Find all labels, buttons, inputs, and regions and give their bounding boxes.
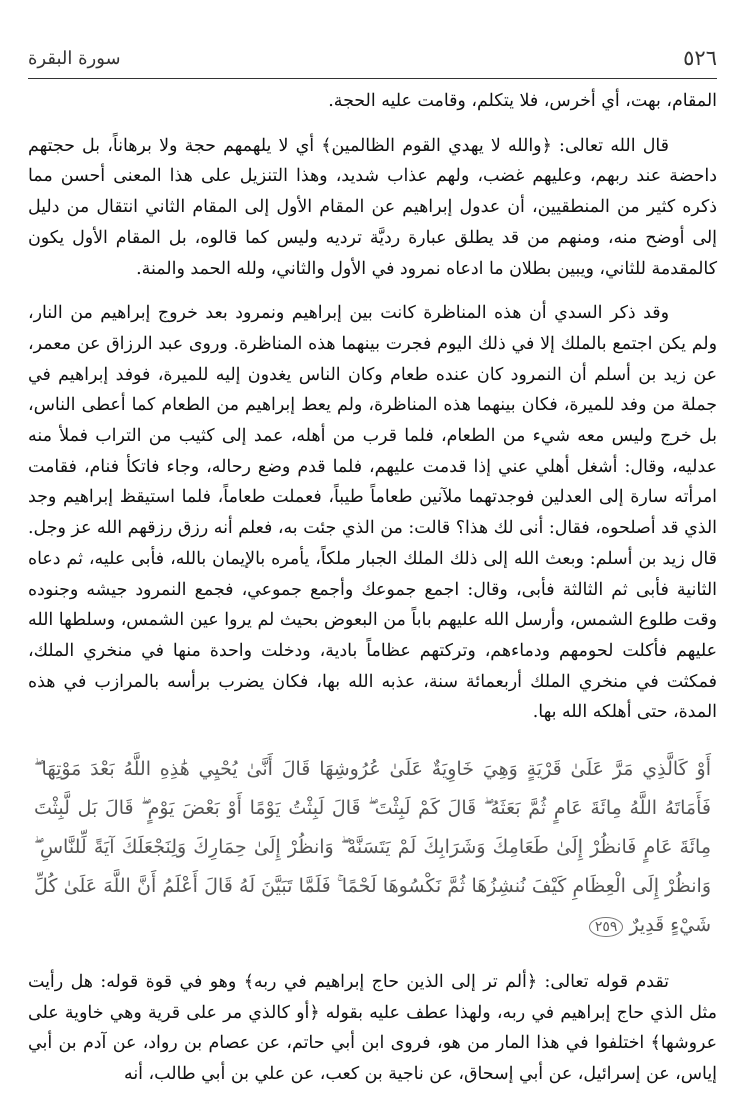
- page-body: [28, 86, 717, 1104]
- paragraph-closing: تقدم قوله تعالى: ﴿ألم تر إلى الذين حاج إبراهيم في ربه﴾ وهو في قوة قوله: هل رأيت مثل الذي حاج إبراهيم في ربه، ولهذا عطف عليه بقوله ﴿أو كالذي مر على قرية وهي خاوية على عروشها﴾ اختلفوا في هذا المار من هو، فروى ابن أبي حاتم، عن عصام بن رواد، عن آدم بن أبي إياس، عن إسرائيل، عن أبي إسحاق، عن ناجية بن كعب، عن علي بن أبي طالب، أنه: [28, 972, 717, 1085]
- surah-title: سورة البقرة: [28, 48, 121, 69]
- paragraph-1: المقام، بهت، أي أخرس، فلا يتكلم، وقامت عليه الحجة.: [328, 91, 717, 111]
- verse-number: ٢٥٩: [589, 917, 624, 937]
- header-rule: [28, 78, 717, 79]
- verse-text: أَوْ كَالَّذِي مَرَّ عَلَىٰ قَرْيَةٍ وَهِيَ خَاوِيَةٌ عَلَىٰ عُرُوشِهَا قَالَ أَنَّىٰ يُحْيِي هَٰذِهِ اللَّهُ بَعْدَ مَوْتِهَا ۖ فَأَمَاتَهُ اللَّهُ مِائَةَ عَامٍ ثُمَّ بَعَثَهُ ۖ قَالَ كَمْ لَبِثْتَ ۖ قَالَ لَبِثْتُ يَوْمًا أَوْ بَعْضَ يَوْمٍ ۖ قَالَ بَل لَّبِثْتَ مِائَةَ عَامٍ فَانظُرْ إِلَىٰ طَعَامِكَ وَشَرَابِكَ لَمْ يَتَسَنَّهْ ۖ وَانظُرْ إِلَىٰ حِمَارِكَ وَلِنَجْعَلَكَ آيَةً لِّلنَّاسِ ۖ وَانظُرْ إِلَى الْعِظَامِ كَيْفَ نُنشِزُهَا ثُمَّ نَكْسُوهَا لَحْمًا ۚ فَلَمَّا تَبَيَّنَ لَهُ قَالَ أَعْلَمُ أَنَّ اللَّهَ عَلَىٰ كُلِّ شَيْءٍ قَدِيرٌ: [34, 758, 711, 937]
- page-number: ٥٢٦: [683, 46, 717, 70]
- quran-verse: [28, 750, 717, 945]
- paragraph-2: قال الله تعالى: ﴿والله لا يهدي القوم الظالمين﴾ أي لا يلهمهم حجة ولا برهاناً، بل حجتهم داحضة عند ربهم، وعليهم غضب، ولهم عذاب شديد، وهذا التنزيل على هذا المعنى أحسن مما ذكره كثير من المنطقيين، أن عدول إبراهيم عن المقام الأول إلى المقام الثاني انتقال من دليل إلى أوضح منه، ومنهم من قد يطلق عبارة رديَّة ترديه وليس كما قالوه، بل المقام الأول يكون كالمقدمة للثاني، ويبين بطلان ما ادعاه نمرود في الأول والثاني، ولله الحمد والمنة.: [28, 135, 717, 279]
- paragraph-3: وقد ذكر السدي أن هذه المناظرة كانت بين إبراهيم ونمرود بعد خروج إبراهيم من النار، ولم يكن اجتمع بالملك إلا في ذلك اليوم فجرت بينهما هذه المناظرة. وروى عبد الرزاق عن معمر، عن زيد بن أسلم أن النمرود كان عنده طعام وكان الناس يغدون إليه للميرة، فوفد إبراهيم في جملة من وفد للميرة، فكان بينهما هذه المناظرة، ولم يعط إبراهيم من الطعام كما أعطى الناس، بل خرج وليس معه شيء من الطعام، فلما قرب من أهله، عمد إلى كثيب من التراب فملأ منه عدليه، وقال: أشغل أهلي عني إذا قدمت عليهم، فلما قدم وضع رحاله، وجاء فاتكأ فنام، فقامت امرأته سارة إلى العدلين فوجدتهما ملآنين طعاماً طيباً، فعملت طعاماً، فلما استيقظ إبراهيم وجد الذي قد أصلحوه، فقال: أنى لك هذا؟ قالت: من الذي جئت به، فعلم أنه رزق رزقهم الله عز وجل. قال زيد بن أسلم: وبعث الله إلى ذلك الملك الجبار ملكاً، يأمره بالإيمان بالله، فأبى عليه، ثم دعاه الثانية فأبى ثم الثالثة فأبى، وقال: اجمع جموعك وأجمع جموعي، فجمع النمرود جيشه وجنوده وقت طلوع الشمس، وأرسل الله عليهم باباً من البعوض بحيث لم يروا عين الشمس، وسلطها الله عليهم فأكلت لحومهم ودماءهم، وتركتهم عظاماً بادية، ودخلت واحدة منها في منخري الملك، فمكثت في منخري الملك أربعمائة سنة، عذبه الله بها، فكان يضرب برأسه بالمرازب في هذه المدة، حتى أهلكه الله بها.: [28, 303, 717, 723]
- page-header: [28, 44, 717, 78]
